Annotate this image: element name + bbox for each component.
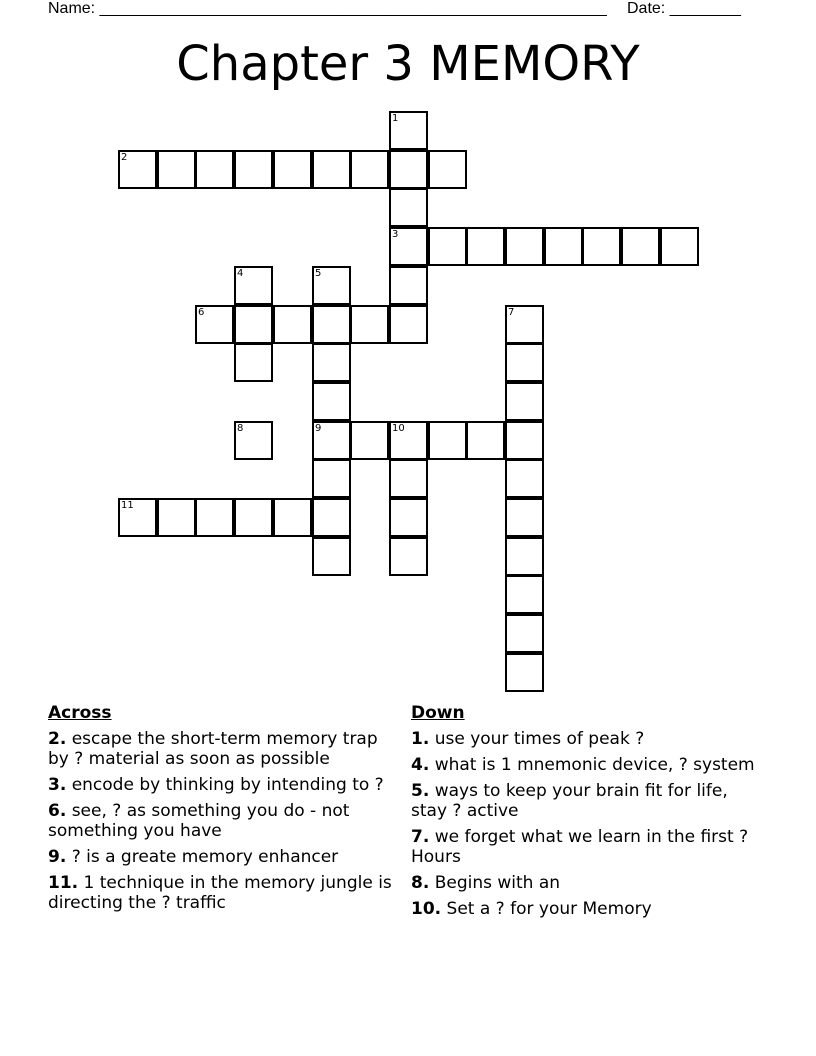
clue-number: 9. [48, 847, 67, 867]
grid-cell[interactable] [195, 305, 234, 344]
grid-cell[interactable] [234, 498, 273, 537]
grid-cell[interactable] [234, 150, 273, 189]
clue-across-2 [48, 729, 403, 769]
clue-text: we forget what we learn in the first ? Hours [411, 827, 749, 867]
cell-number: 6 [198, 307, 205, 318]
cell-number: 5 [315, 268, 322, 279]
grid-cell[interactable] [389, 111, 428, 150]
clue-across-9 [48, 847, 403, 867]
down-heading: Down [411, 703, 465, 723]
cell-number: 2 [121, 152, 128, 163]
grid-cell[interactable] [505, 421, 544, 460]
clue-down-4 [411, 755, 766, 775]
grid-cell[interactable] [350, 421, 389, 460]
grid-cell[interactable] [312, 382, 351, 421]
clue-number: 8. [411, 873, 430, 893]
cell-number: 7 [508, 307, 515, 318]
clue-text: what is 1 mnemonic device, ? system [434, 755, 755, 775]
clue-across-11 [48, 873, 403, 913]
grid-cell[interactable] [505, 343, 544, 382]
grid-cell[interactable] [621, 227, 660, 266]
grid-cell[interactable] [505, 653, 544, 692]
cell-number: 10 [392, 423, 405, 434]
cell-number: 3 [392, 229, 399, 240]
clue-text: ways to keep your brain fit for life, stay ? active [411, 781, 728, 821]
grid-cell[interactable] [118, 150, 157, 189]
grid-cell[interactable] [389, 266, 428, 305]
cell-number: 8 [237, 423, 244, 434]
grid-cell[interactable] [389, 459, 428, 498]
clue-number: 5. [411, 781, 430, 801]
name-field[interactable]: Name: _________________________________________________________ [48, 0, 607, 17]
clue-number: 11. [48, 873, 79, 893]
grid-cell[interactable] [389, 305, 428, 344]
clue-text: 1 technique in the memory jungle is directing the ? traffic [48, 873, 392, 913]
clue-down-5 [411, 781, 766, 821]
clue-text: use your times of peak ? [434, 729, 645, 749]
grid-cell[interactable] [389, 227, 428, 266]
grid-cell[interactable] [389, 498, 428, 537]
grid-cell[interactable] [312, 537, 351, 576]
grid-cell[interactable] [505, 305, 544, 344]
grid-cell[interactable] [466, 421, 505, 460]
grid-cell[interactable] [157, 150, 196, 189]
clue-text: encode by thinking by intending to ? [71, 775, 384, 795]
cell-number: 1 [392, 113, 399, 124]
grid-cell[interactable] [466, 227, 505, 266]
grid-cell[interactable] [312, 150, 351, 189]
grid-cell[interactable] [312, 305, 351, 344]
grid-cell[interactable] [234, 343, 273, 382]
clue-down-8 [411, 873, 766, 893]
grid-cell[interactable] [273, 150, 312, 189]
grid-cell[interactable] [312, 498, 351, 537]
grid-cell[interactable] [505, 498, 544, 537]
grid-cell[interactable] [157, 498, 196, 537]
grid-cell[interactable] [273, 305, 312, 344]
clue-text: Set a ? for your Memory [446, 899, 652, 919]
grid-cell[interactable] [312, 421, 351, 460]
grid-cell[interactable] [234, 266, 273, 305]
cell-number: 4 [237, 268, 244, 279]
clue-text: ? is a greate memory enhancer [71, 847, 339, 867]
grid-cell[interactable] [195, 498, 234, 537]
grid-cell[interactable] [350, 305, 389, 344]
grid-cell[interactable] [505, 459, 544, 498]
grid-cell[interactable] [350, 150, 389, 189]
clue-down-1 [411, 729, 766, 749]
clue-text: see, ? as something you do - not something you have [48, 801, 350, 841]
grid-cell[interactable] [312, 459, 351, 498]
clue-number: 4. [411, 755, 430, 775]
date-field[interactable]: Date: ________ [627, 0, 741, 17]
grid-cell[interactable] [273, 498, 312, 537]
page-title: Chapter 3 MEMORY [176, 36, 640, 92]
clue-text: Begins with an [434, 873, 561, 893]
grid-cell[interactable] [389, 421, 428, 460]
clue-number: 7. [411, 827, 430, 847]
grid-cell[interactable] [312, 343, 351, 382]
grid-cell[interactable] [660, 227, 699, 266]
grid-cell[interactable] [234, 305, 273, 344]
across-heading: Across [48, 703, 112, 723]
grid-cell[interactable] [389, 188, 428, 227]
grid-cell[interactable] [389, 537, 428, 576]
clue-down-7 [411, 827, 766, 867]
cell-number: 9 [315, 423, 322, 434]
grid-cell[interactable] [428, 150, 467, 189]
grid-cell[interactable] [505, 227, 544, 266]
clue-number: 2. [48, 729, 67, 749]
clue-number: 1. [411, 729, 430, 749]
grid-cell[interactable] [312, 266, 351, 305]
clue-number: 10. [411, 899, 442, 919]
clues-across [48, 703, 403, 919]
clue-text: escape the short-term memory trap by ? material as soon as possible [48, 729, 378, 769]
clue-across-6 [48, 801, 403, 841]
grid-cell[interactable] [428, 227, 467, 266]
grid-cell[interactable] [505, 537, 544, 576]
clue-down-10 [411, 899, 766, 919]
grid-cell[interactable] [195, 150, 234, 189]
clue-across-3 [48, 775, 403, 795]
grid-cell[interactable] [234, 421, 273, 460]
grid-cell[interactable] [544, 227, 583, 266]
clue-number: 6. [48, 801, 67, 821]
grid-cell[interactable] [505, 614, 544, 653]
grid-cell[interactable] [389, 150, 428, 189]
grid-cell[interactable] [505, 382, 544, 421]
clue-number: 3. [48, 775, 67, 795]
grid-cell[interactable] [582, 227, 621, 266]
cell-number: 11 [121, 500, 134, 511]
clues-down [411, 703, 766, 925]
grid-cell[interactable] [118, 498, 157, 537]
grid-cell[interactable] [505, 575, 544, 614]
grid-cell[interactable] [428, 421, 467, 460]
